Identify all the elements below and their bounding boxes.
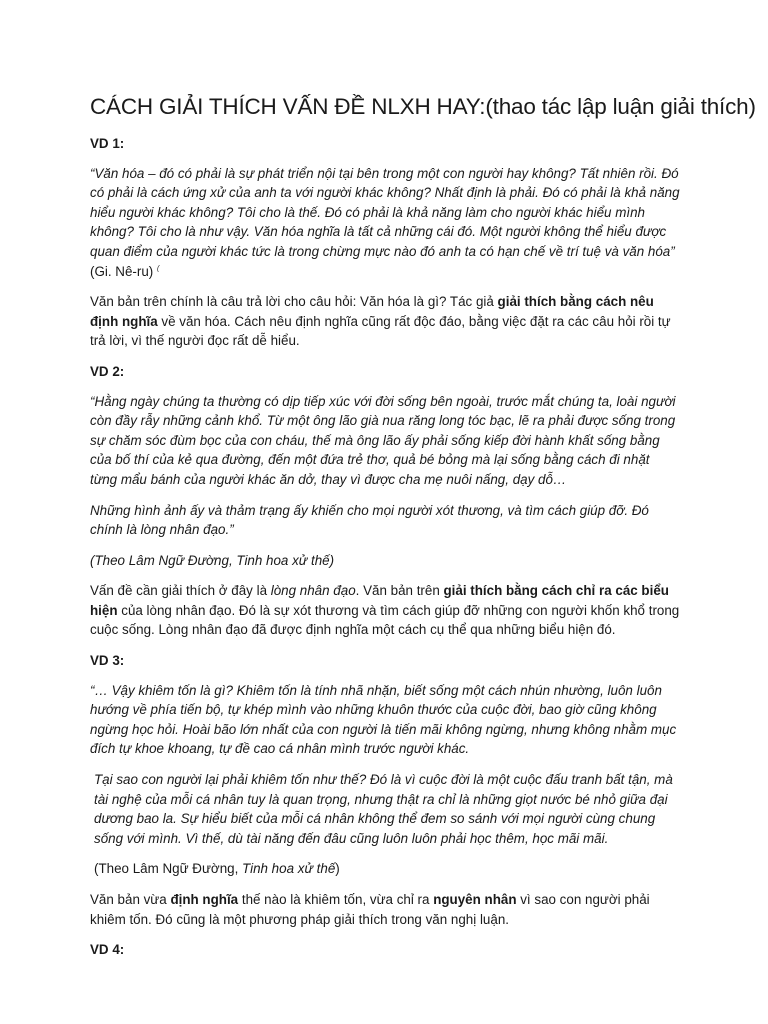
example-1-quote-text: “Văn hóa – đó có phải là sự phát triển nội tại bên trong một con người hay không? Tất nhiên rồi. Đó có phải là cách ứng xử của anh ta với người khác không? Nhất định là phải. Đó có phải là khả năng hiểu người khác không? Tôi cho là thế. Đó có phải là khả năng làm cho người khác hiểu mình không? Tôi cho là như vậy. Văn hóa nghĩa là tất cả những cái đó. Một người không thể hiểu được quan điểm của người khác tức là trong chừng mực nào đó anh ta có hạn chế về trí tuệ và văn hóa” — [90, 165, 680, 259]
example-2-analysis-emphasis: giải thích bằng cách chỉ ra các biểu hiện — [90, 583, 669, 618]
example-2-analysis — [90, 581, 680, 640]
example-1-analysis-text: Văn bản trên chính là câu trả lời cho câu hỏi: Văn hóa là gì? Tác giả — [90, 294, 498, 310]
example-1-analysis — [90, 292, 680, 351]
example-1-analysis-emphasis: giải thích bằng cách nêu định nghĩa — [90, 294, 654, 329]
example-3-label: VD 3: — [90, 653, 125, 669]
example-1-source: (Gi. Nê-ru) — [90, 263, 154, 279]
example-3-analysis-text: Văn bản vừa — [90, 892, 171, 907]
example-4-label: VD 4: — [90, 942, 125, 958]
example-3-source-author: (Theo Lâm Ngữ Đường, — [94, 861, 243, 877]
example-2-label: VD 2: — [90, 363, 125, 379]
example-3-quote-paragraph-2: Tại sao con người lại phải khiêm tốn như thế? Đó là vì cuộc đời là một cuộc đấu tranh bất tận, mà tài nghệ của mỗi cá nhân tuy là quan trọng, nhưng thật ra chỉ là những giọt nước bé nhỏ giữa đại dương bao la. Sự hiểu biết của mỗi cá nhân không thể đem so sánh với mọi người cùng chung sống với mình. Vì thế, dù tài năng đến đâu cũng luôn luôn phải học thêm, học mãi mãi. — [94, 772, 673, 846]
footnote-marker: ( — [156, 265, 160, 273]
example-2-analysis-text: Vấn đề cần giải thích ở đây là — [90, 583, 271, 599]
example-2-quote-paragraph-1: “Hằng ngày chúng ta thường có dịp tiếp xúc với đời sống bên ngoài, trước mắt chúng ta, loài người còn đầy rẫy những cảnh khổ. Từ một ông lão già nua răng long tóc bạc, lẽ ra phải được sống trong sự chăm sóc đùm bọc của con cháu, thế mà ông lão ấy phải sống kiếp đời hành khất sống bằng của bố thí của kẻ qua đường, đến một đứa trẻ thơ, quả bé bỏng mà lại sống bằng cách đi nhặt từng mẩu bánh của người khác ăn dở, thay vì được cha mẹ nuôi nấng, dạy dỗ… — [90, 393, 676, 487]
example-2-analysis-text-end: của lòng nhân đạo. Đó là sự xót thương và tìm cách giúp đỡ những con người khốn khổ trong cuộc sống. Lòng nhân đạo đã được định nghĩa một cách cụ thể qua những biểu hiện đó. — [90, 602, 680, 638]
page-title: CÁCH GIẢI THÍCH VẤN ĐỀ NLXH HAY:(thao tác lập luận giải thích) — [90, 94, 756, 119]
example-3-quote-paragraph-1: “… Vậy khiêm tốn là gì? Khiêm tốn là tính nhã nhặn, biết sống một cách nhún nhường, luôn luôn hướng về phía tiến bộ, tự khép mình vào những khuôn thước của cuộc đời, bao giờ cũng không ngừng học hỏi. Hoài bão lớn nhất của con người là tiến mãi không ngừng, nhưng không nhằm mục đích tự khoe khoang, tự đề cao cá nhân mình trước người khác. — [90, 682, 677, 757]
example-3-emphasis-definition: định nghĩa — [170, 892, 239, 907]
example-3-source-book: Tinh hoa xử thế — [242, 861, 336, 877]
example-3-analysis-text-mid: thế nào là khiêm tốn, vừa chỉ ra — [238, 892, 434, 907]
example-2-topic: lòng nhân đạo — [270, 583, 356, 599]
example-2-source: (Theo Lâm Ngữ Đường, Tinh hoa xử thế) — [90, 552, 335, 568]
example-3-source — [90, 859, 680, 879]
example-2-analysis-text-mid: . Văn bản trên — [355, 583, 444, 599]
example-3-analysis — [90, 890, 680, 929]
example-3-source-close: ) — [335, 861, 340, 877]
example-1-quote — [90, 164, 680, 282]
example-3-analysis-text-end: vì sao con người phải khiêm tốn. Đó cũng là một phương pháp giải thích trong văn nghị luận. — [90, 892, 650, 927]
example-3-emphasis-cause: nguyên nhân — [433, 892, 517, 907]
example-2-quote-paragraph-2: Những hình ảnh ấy và thảm trạng ấy khiến cho mọi người xót thương, và tìm cách giúp đỡ. Đó chính là lòng nhân đạo.” — [90, 502, 649, 538]
example-1-analysis-text-end: về văn hóa. Cách nêu định nghĩa cũng rất độc đáo, bằng việc đặt ra các câu hỏi rồi tự trả lời, vì thế người đọc rất dễ hiểu. — [90, 313, 671, 349]
example-1-label: VD 1: — [90, 136, 125, 151]
